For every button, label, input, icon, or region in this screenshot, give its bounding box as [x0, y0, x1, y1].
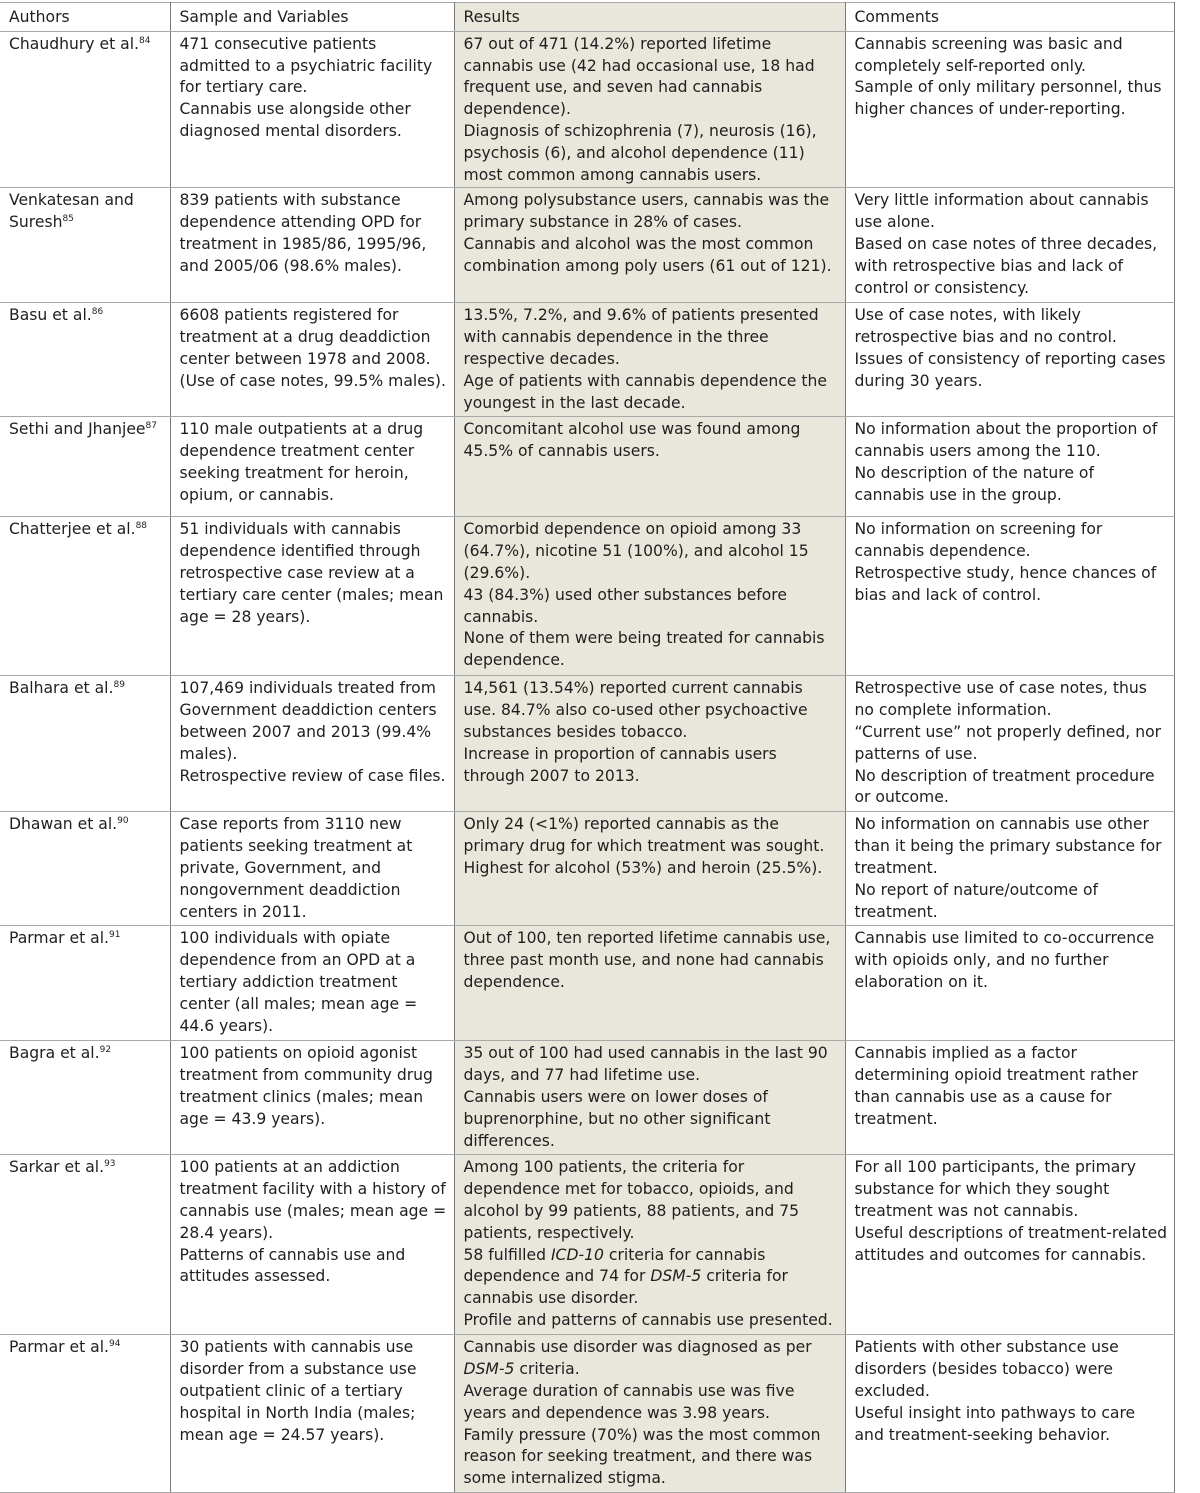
- reference-number: 85: [62, 214, 74, 225]
- results-line: 58 fulfilled ICD-10 criteria for cannabis dependence and 74 for DSM-5 criteria for cannabis use disorder.: [463, 1245, 788, 1308]
- results-line: 13.5%, 7.2%, and 9.6% of patients presented with cannabis dependence in the three respective decades.: [463, 306, 819, 368]
- sample-line: 30 patients with cannabis use disorder from a substance use outpatient clinic of a tertiary hospital in North India (males; mean age = 24.57 years).: [179, 1338, 417, 1444]
- results-line: Family pressure (70%) was the most common reason for seeking treatment, and there was some internalized stigma.: [463, 1425, 821, 1488]
- author-name: Sarkar et al.: [9, 1158, 105, 1177]
- comments-line: No information about the proportion of cannabis users among the 110.: [854, 420, 1158, 461]
- sample-line: 107,469 individuals treated from Government deaddiction centers between 2007 and 2013 (99.4% males).: [179, 679, 437, 763]
- results-line: None of them were being treated for cannabis dependence.: [463, 629, 825, 670]
- reference-number: 90: [117, 816, 129, 827]
- results-line: 43 (84.3%) used other substances before cannabis.: [463, 585, 787, 626]
- comments-line: Retrospective use of case notes, thus no complete information.: [854, 679, 1147, 720]
- sample-cell: [170, 31, 454, 188]
- comments-line: No description of the nature of cannabis use in the group.: [854, 463, 1094, 504]
- reference-number: 86: [91, 307, 104, 318]
- comments-cell: [845, 188, 1174, 303]
- comments-line: Cannabis use limited to co-occurrence with opioids only, and no further elaboration on it.: [854, 929, 1155, 991]
- results-cell: [454, 188, 845, 303]
- author-cell: [0, 1155, 170, 1335]
- table-row: [0, 1155, 1174, 1335]
- author-name: Parmar et al.: [9, 1338, 110, 1357]
- table-row: [0, 812, 1174, 926]
- comments-line: Issues of consistency of reporting cases during 30 years.: [854, 349, 1166, 390]
- comments-cell: [845, 1041, 1174, 1155]
- author-name: Balhara et al.: [9, 679, 114, 698]
- author-name: Chaudhury et al.: [9, 34, 139, 53]
- results-line: Cannabis and alcohol was the most common combination among poly users (61 out of 121).: [463, 234, 832, 275]
- header-comments: Comments: [845, 3, 1174, 32]
- sample-line: 51 individuals with cannabis dependence identified through retrospective case review at a tertiary care center (males; mean age = 28 years).: [179, 520, 444, 626]
- sample-line: 471 consecutive patients admitted to a psychiatric facility for tertiary care.: [179, 34, 433, 97]
- results-cell: [454, 303, 845, 417]
- results-line: Among 100 patients, the criteria for dependence met for tobacco, opioids, and alcohol by 99 patients, 88 patients, and 75 patients, respectively.: [463, 1158, 800, 1242]
- results-cell: [454, 417, 845, 517]
- results-line: Out of 100, ten reported lifetime cannabis use, three past month use, and none had cannabis dependence.: [463, 929, 831, 991]
- sample-cell: [170, 676, 454, 812]
- sample-line: 100 patients on opioid agonist treatment from community drug treatment clinics (males; mean age = 43.9 years).: [179, 1044, 433, 1128]
- sample-cell: [170, 417, 454, 517]
- author-cell: [0, 417, 170, 517]
- sample-cell: [170, 926, 454, 1041]
- author-cell: [0, 1041, 170, 1155]
- comments-cell: [845, 417, 1174, 517]
- author-name: Bagra et al.: [9, 1044, 100, 1063]
- header-row: [0, 3, 1174, 32]
- comments-line: Sample of only military personnel, thus higher chances of under-reporting.: [854, 78, 1162, 119]
- author-name: Sethi and Jhanjee: [9, 420, 146, 439]
- results-line: Profile and patterns of cannabis use presented.: [463, 1310, 833, 1329]
- author-cell: [0, 1335, 170, 1493]
- instrument-name: DSM-5: [463, 1360, 515, 1379]
- comments-line: For all 100 participants, the primary substance for which they sought treatment was not cannabis.: [854, 1158, 1137, 1220]
- author-name: Chatterjee et al.: [9, 520, 136, 539]
- instrument-name: DSM-5: [650, 1267, 702, 1286]
- comments-cell: [845, 926, 1174, 1041]
- table-row: [0, 517, 1174, 676]
- author-cell: [0, 31, 170, 188]
- comments-line: Useful insight into pathways to care and treatment-seeking behavior.: [854, 1403, 1136, 1444]
- author-cell: [0, 676, 170, 812]
- author-cell: [0, 303, 170, 417]
- table-row: [0, 303, 1174, 417]
- results-line: Diagnosis of schizophrenia (7), neurosis (16), psychosis (6), and alcohol dependence (11) most common among cannabis users.: [463, 121, 817, 184]
- results-cell: [454, 1335, 845, 1493]
- instrument-name: ICD-10: [550, 1245, 604, 1264]
- comments-line: “Current use” not properly defined, nor patterns of use.: [854, 722, 1162, 763]
- comments-line: Retrospective study, hence chances of bias and lack of control.: [854, 563, 1157, 604]
- table-row: [0, 1335, 1174, 1493]
- results-line: Among polysubstance users, cannabis was the primary substance in 28% of cases.: [463, 191, 830, 232]
- comments-cell: [845, 31, 1174, 188]
- comments-line: Cannabis implied as a factor determining opioid treatment rather than cannabis use as a cause for treatment.: [854, 1044, 1138, 1128]
- reference-number: 92: [99, 1045, 112, 1056]
- reference-number: 84: [138, 35, 151, 46]
- results-line: Average duration of cannabis use was five years and dependence was 3.98 years.: [463, 1381, 795, 1422]
- reference-number: 93: [104, 1159, 116, 1170]
- sample-cell: [170, 517, 454, 676]
- sample-line: Retrospective review of case files.: [179, 766, 446, 785]
- table-row: [0, 926, 1174, 1041]
- comments-cell: [845, 1155, 1174, 1335]
- header-results: Results: [454, 3, 845, 32]
- results-line: Only 24 (<1%) reported cannabis as the primary drug for which treatment was sought. Highest for alcohol (53%) and heroin (25.5%).: [463, 815, 825, 877]
- results-cell: [454, 812, 845, 926]
- sample-line: 110 male outpatients at a drug dependence treatment center seeking treatment for heroin, opium, or cannabis.: [179, 420, 424, 504]
- author-name: Venkatesan and Suresh: [9, 191, 134, 232]
- author-name: Dhawan et al.: [9, 815, 118, 834]
- header-authors: Authors: [0, 3, 170, 32]
- author-cell: [0, 188, 170, 303]
- sample-line: 100 patients at an addiction treatment facility with a history of cannabis use (males; mean age = 28.4 years).: [179, 1158, 447, 1242]
- results-line: Comorbid dependence on opioid among 33 (64.7%), nicotine 51 (100%), and alcohol 15 (29.6%).: [463, 520, 809, 582]
- results-line: 35 out of 100 had used cannabis in the last 90 days, and 77 had lifetime use.: [463, 1044, 828, 1085]
- sample-cell: [170, 812, 454, 926]
- results-cell: [454, 676, 845, 812]
- reference-number: 91: [109, 930, 121, 941]
- results-line: Cannabis users were on lower doses of buprenorphine, but no other significant differences.: [463, 1087, 771, 1150]
- sample-cell: [170, 1041, 454, 1155]
- author-cell: [0, 812, 170, 926]
- sample-line: Patterns of cannabis use and attitudes assessed.: [179, 1245, 406, 1286]
- results-cell: [454, 1041, 845, 1155]
- results-line: Concomitant alcohol use was found among 45.5% of cannabis users.: [463, 420, 801, 461]
- results-cell: [454, 1155, 845, 1335]
- comments-line: No report of nature/outcome of treatment.: [854, 880, 1099, 921]
- reference-number: 88: [135, 521, 148, 532]
- author-cell: [0, 926, 170, 1041]
- table-row: [0, 1041, 1174, 1155]
- sample-line: 6608 patients registered for treatment at a drug deaddiction center between 1978 and 2008. (Use of case notes, 99.5% males).: [179, 306, 446, 390]
- table-row: [0, 188, 1174, 303]
- results-cell: [454, 31, 845, 188]
- sample-cell: [170, 1335, 454, 1493]
- sample-line: Cannabis use alongside other diagnosed mental disorders.: [179, 100, 411, 140]
- comments-line: Useful descriptions of treatment-related attitudes and outcomes for cannabis.: [854, 1223, 1168, 1264]
- results-cell: [454, 517, 845, 676]
- comments-line: Patients with other substance use disorders (besides tobacco) were excluded.: [854, 1338, 1119, 1400]
- comments-cell: [845, 676, 1174, 812]
- reference-number: 94: [109, 1339, 121, 1350]
- author-name: Parmar et al.: [9, 929, 110, 948]
- author-cell: [0, 517, 170, 676]
- sample-cell: [170, 188, 454, 303]
- results-line: Increase in proportion of cannabis users through 2007 to 2013.: [463, 744, 777, 785]
- results-line: 14,561 (13.54%) reported current cannabis use. 84.7% also co-used other psychoactive substances besides tobacco.: [463, 679, 808, 741]
- results-line: 67 out of 471 (14.2%) reported lifetime cannabis use (42 had occasional use, 18 had frequent use, and seven had cannabis dependence).: [463, 34, 815, 119]
- table-row: [0, 31, 1174, 188]
- reference-number: 87: [145, 421, 157, 432]
- results-cell: [454, 926, 845, 1041]
- comments-line: No information on cannabis use other than it being the primary substance for treatment.: [854, 815, 1162, 877]
- comments-cell: [845, 812, 1174, 926]
- sample-cell: [170, 303, 454, 417]
- comments-line: No information on screening for cannabis dependence.: [854, 520, 1103, 561]
- comments-cell: [845, 1335, 1174, 1493]
- sample-cell: [170, 1155, 454, 1335]
- comments-cell: [845, 517, 1174, 676]
- sample-line: 100 individuals with opiate dependence from an OPD at a tertiary addiction treatment center (all males; mean age = 44.6 years).: [179, 929, 418, 1035]
- comments-cell: [845, 303, 1174, 417]
- reference-number: 89: [113, 680, 125, 691]
- sample-line: 839 patients with substance dependence attending OPD for treatment in 1985/86, 1995/96, and 2005/06 (98.6% males).: [179, 191, 427, 275]
- results-line: Age of patients with cannabis dependence the youngest in the last decade.: [463, 371, 827, 412]
- table-row: [0, 417, 1174, 517]
- table-body: [0, 31, 1174, 1493]
- comments-line: Use of case notes, with likely retrospective bias and no control.: [854, 306, 1117, 347]
- comments-line: Cannabis screening was basic and completely self-reported only.: [854, 34, 1123, 75]
- studies-table: [0, 2, 1175, 1493]
- comments-line: Based on case notes of three decades, with retrospective bias and lack of control or consistency.: [854, 234, 1158, 297]
- sample-line: Case reports from 3110 new patients seeking treatment at private, Government, and nongovernment deaddiction centers in 2011.: [179, 815, 413, 921]
- results-line: Cannabis use disorder was diagnosed as per DSM-5 criteria.: [463, 1338, 812, 1379]
- author-name: Basu et al.: [9, 306, 92, 325]
- table-row: [0, 676, 1174, 812]
- header-sample-and-variables: Sample and Variables: [170, 3, 454, 32]
- comments-line: Very little information about cannabis use alone.: [854, 191, 1149, 232]
- comments-line: No description of treatment procedure or outcome.: [854, 766, 1155, 807]
